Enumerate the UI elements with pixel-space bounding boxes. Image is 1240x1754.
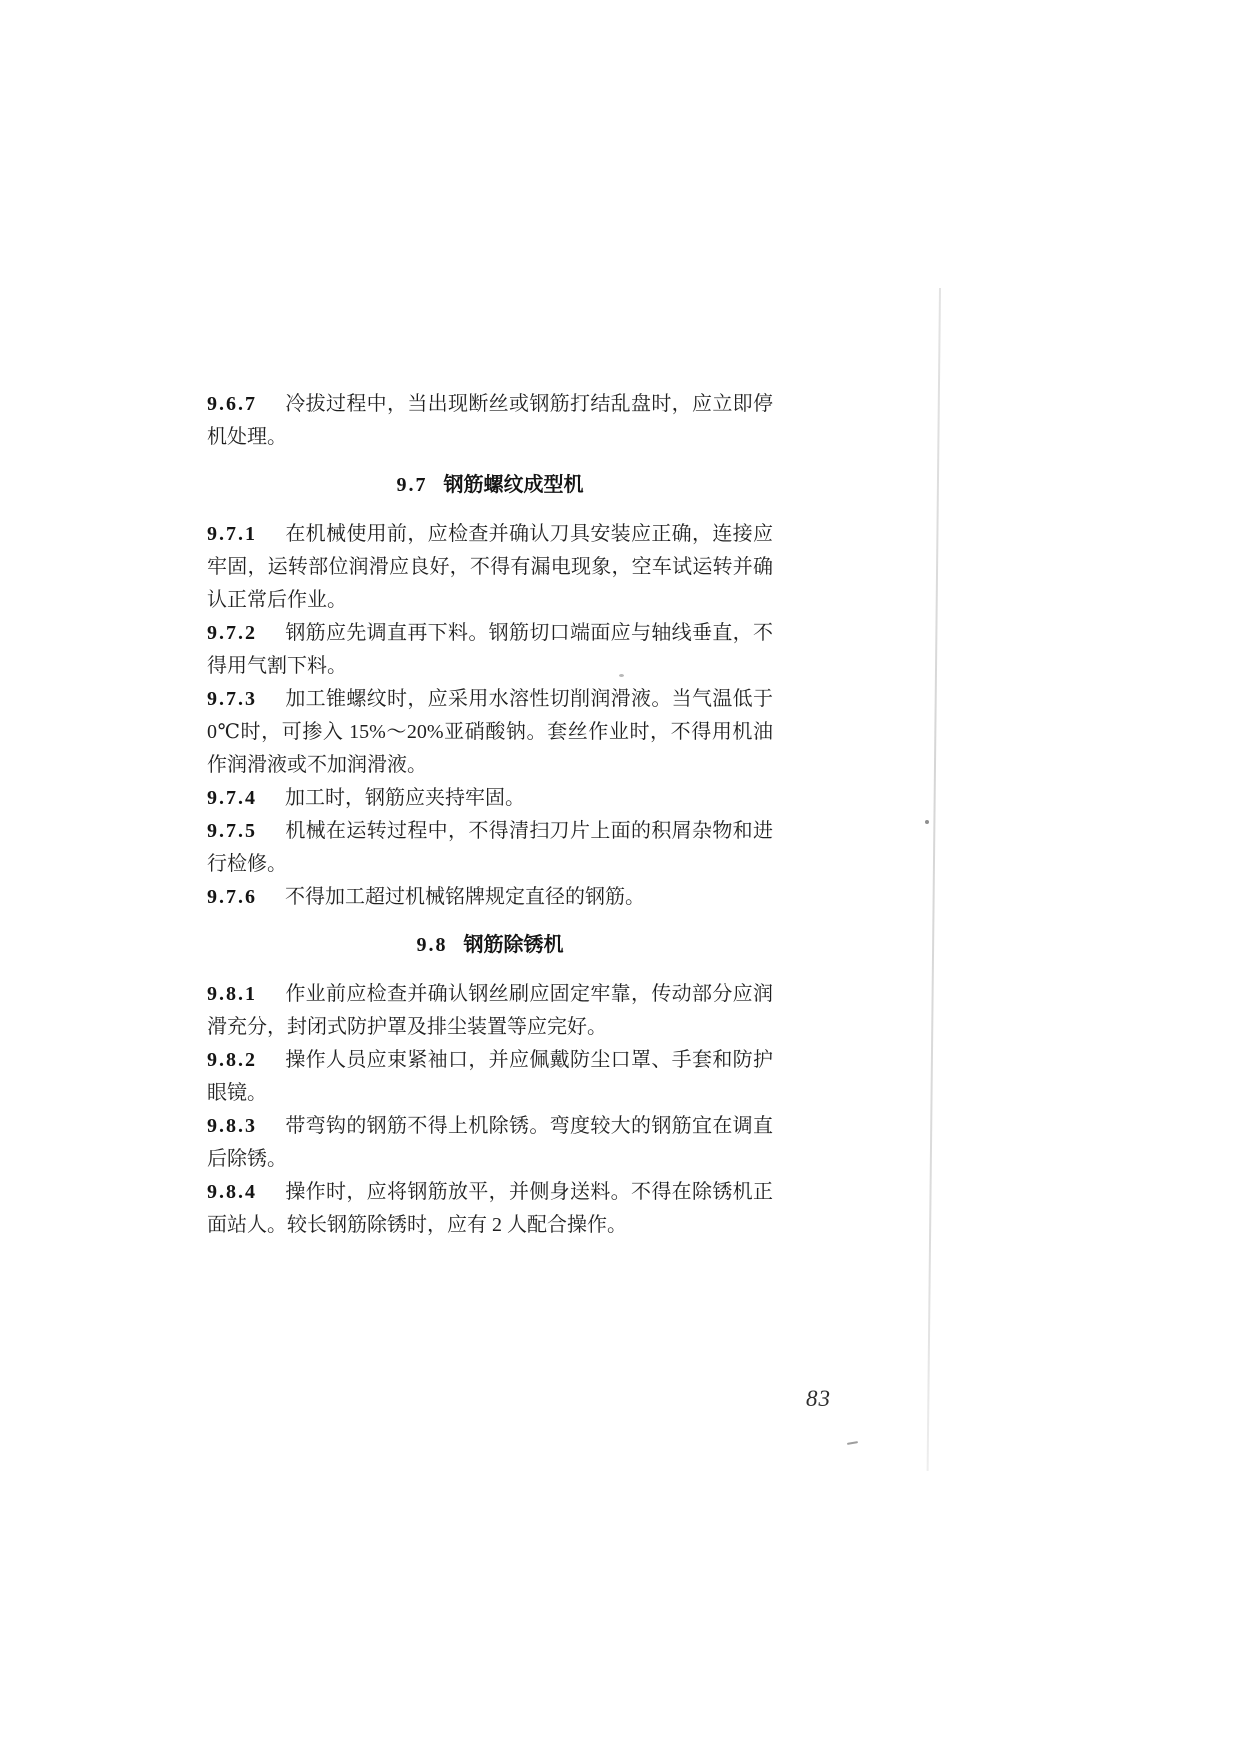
clause-number: 9.8.4 bbox=[207, 1181, 257, 1203]
clause-text: 加工时，钢筋应夹持牢固。 bbox=[285, 787, 525, 809]
clause-text: 操作人员应束紧袖口，并应佩戴防尘口罩、手套和防护眼镜。 bbox=[207, 1049, 773, 1104]
scan-edge-artifact-line bbox=[927, 288, 941, 1471]
clause-text: 带弯钩的钢筋不得上机除锈。弯度较大的钢筋宜在调直后除锈。 bbox=[207, 1115, 773, 1170]
section-heading-9-7 bbox=[207, 469, 773, 502]
section-heading-9-8 bbox=[207, 929, 773, 962]
clause-9-7-6 bbox=[207, 881, 773, 914]
clause-number: 9.8.2 bbox=[207, 1049, 257, 1071]
clause-number: 9.6.7 bbox=[207, 393, 257, 415]
clause-number: 9.8.1 bbox=[207, 983, 257, 1005]
clause-9-7-4 bbox=[207, 782, 773, 815]
clause-9-6-7 bbox=[207, 388, 773, 454]
section-title: 钢筋除锈机 bbox=[463, 934, 564, 956]
clause-number: 9.7.6 bbox=[207, 886, 257, 908]
clause-9-8-4 bbox=[207, 1176, 773, 1242]
clause-9-8-3 bbox=[207, 1110, 773, 1176]
clause-number: 9.8.3 bbox=[207, 1115, 257, 1137]
clause-text: 在机械使用前，应检查并确认刀具安装应正确，连接应牢固，运转部位润滑应良好，不得有漏电现象，空车试运转并确认正常后作业。 bbox=[207, 523, 773, 611]
scan-dash-artifact bbox=[847, 1441, 858, 1445]
clause-number: 9.7.4 bbox=[207, 787, 257, 809]
section-title: 钢筋螺纹成型机 bbox=[443, 474, 584, 496]
section-number: 9.7 bbox=[396, 474, 428, 496]
clause-9-7-2 bbox=[207, 617, 773, 683]
page-content bbox=[207, 388, 773, 1242]
clause-9-8-2 bbox=[207, 1044, 773, 1110]
clause-text: 钢筋应先调直再下料。钢筋切口端面应与轴线垂直，不得用气割下料。 bbox=[207, 622, 773, 677]
scan-dot-artifact bbox=[925, 820, 929, 824]
clause-number: 9.7.1 bbox=[207, 523, 257, 545]
clause-9-7-1 bbox=[207, 518, 773, 617]
clause-text: 冷拔过程中，当出现断丝或钢筋打结乱盘时，应立即停机处理。 bbox=[207, 393, 773, 448]
clause-number: 9.7.3 bbox=[207, 688, 257, 710]
clause-text: 机械在运转过程中，不得清扫刀片上面的积屑杂物和进行检修。 bbox=[207, 820, 773, 875]
clause-text: 操作时，应将钢筋放平，并侧身送料。不得在除锈机正面站人。较长钢筋除锈时，应有 2 人配合操作。 bbox=[207, 1181, 773, 1236]
clause-text: 不得加工超过机械铭牌规定直径的钢筋。 bbox=[285, 886, 645, 908]
clause-text: 加工锥螺纹时，应采用水溶性切削润滑液。当气温低于0℃时，可掺入 15%～20%亚硝酸钠。套丝作业时，不得用机油作润滑液或不加润滑液。 bbox=[207, 688, 773, 776]
section-number: 9.8 bbox=[416, 934, 448, 956]
clause-9-7-5 bbox=[207, 815, 773, 881]
clause-9-7-3 bbox=[207, 683, 773, 782]
clause-number: 9.7.2 bbox=[207, 622, 257, 644]
clause-text: 作业前应检查并确认钢丝刷应固定牢靠，传动部分应润滑充分，封闭式防护罩及排尘装置等应完好。 bbox=[207, 983, 773, 1038]
clause-9-8-1 bbox=[207, 978, 773, 1044]
clause-number: 9.7.5 bbox=[207, 820, 257, 842]
page-number: 83 bbox=[806, 1386, 831, 1411]
